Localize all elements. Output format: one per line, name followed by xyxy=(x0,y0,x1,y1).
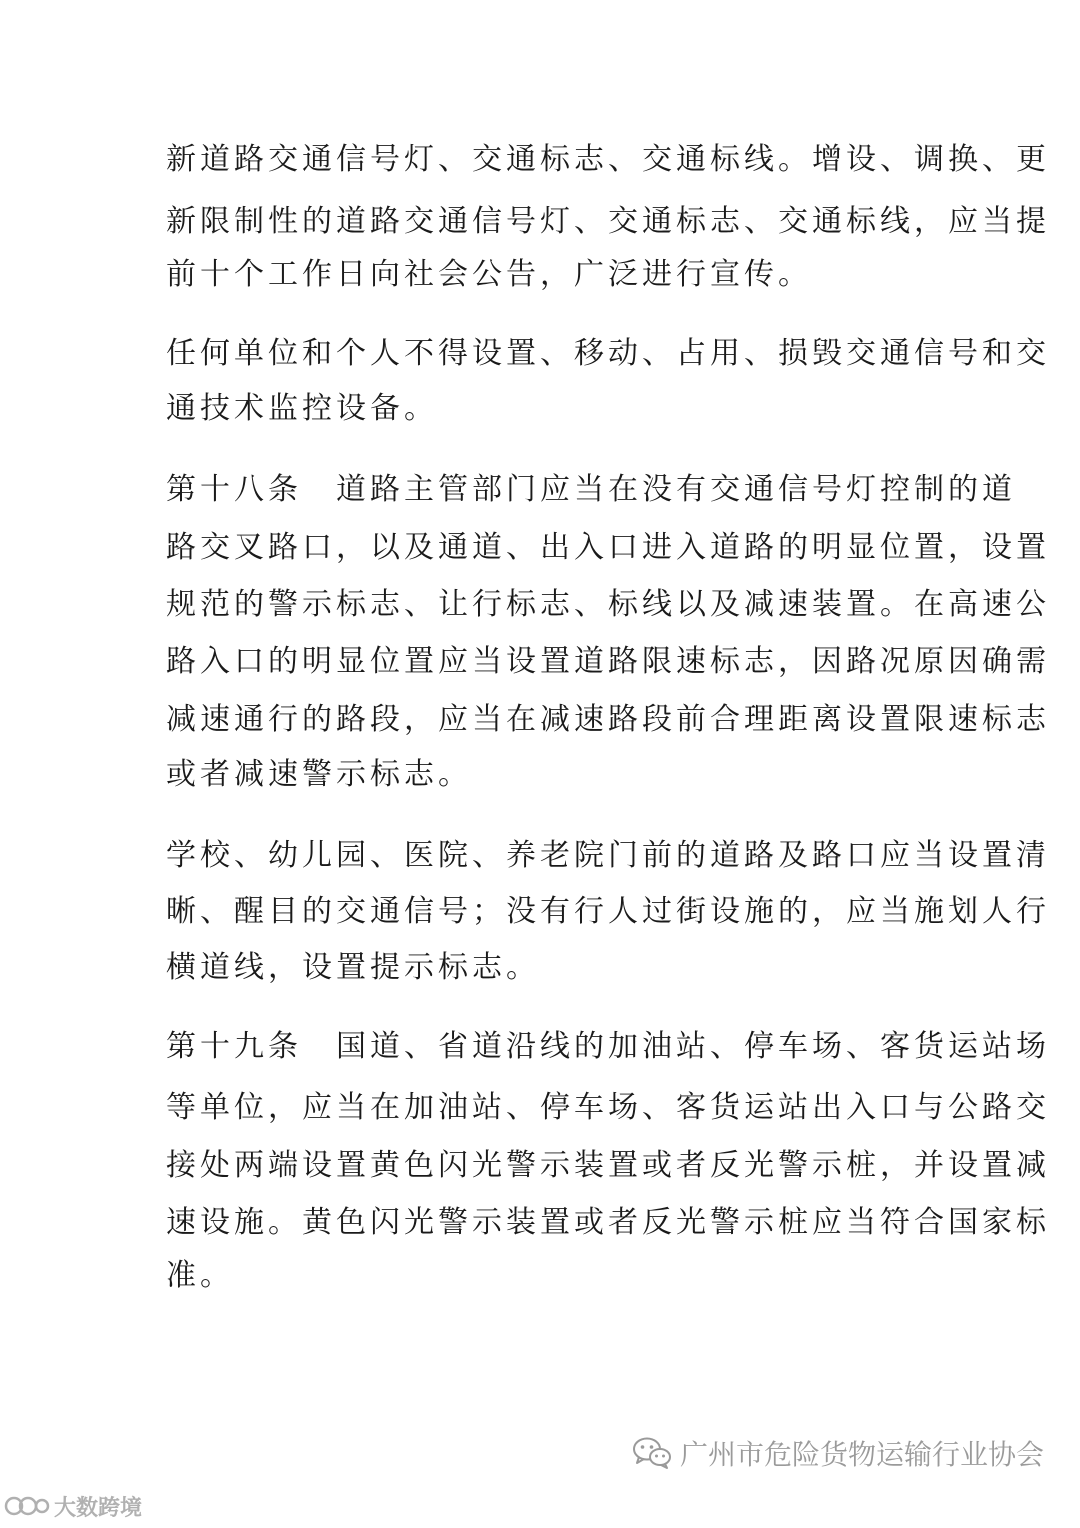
paragraph-line: 等单位，应当在加油站、停车场、客货运站出入口与公路交 xyxy=(166,1090,1050,1125)
paragraph-line: 新限制性的道路交通信号灯、交通标志、交通标线，应当提 xyxy=(166,204,1050,239)
article-18-heading-line: 第十八条 道路主管部门应当在没有交通信号灯控制的道 xyxy=(166,472,1016,507)
wechat-icon xyxy=(632,1436,672,1470)
paragraph-line: 接处两端设置黄色闪光警示装置或者反光警示桩，并设置减 xyxy=(166,1148,1050,1183)
paragraph-line: 减速通行的路段，应当在减速路段前合理距离设置限速标志 xyxy=(166,702,1050,737)
paragraph-line: 准。 xyxy=(166,1258,234,1293)
paragraph-line: 速设施。黄色闪光警示装置或者反光警示桩应当符合国家标 xyxy=(166,1205,1050,1240)
wechat-watermark xyxy=(632,1432,1044,1474)
paragraph-line: 新道路交通信号灯、交通标志、交通标线。增设、调换、更 xyxy=(166,142,1050,177)
paragraph-line: 路交叉路口，以及通道、出入口进入道路的明显位置，设置 xyxy=(166,530,1050,565)
paragraph-line: 前十个工作日向社会公告，广泛进行宣传。 xyxy=(166,257,812,292)
paragraph-line: 晰、醒目的交通信号；没有行人过街设施的，应当施划人行 xyxy=(166,894,1050,929)
article-19-heading-line: 第十九条 国道、省道沿线的加油站、停车场、客货运站场 xyxy=(166,1029,1050,1064)
paragraph-line: 任何单位和个人不得设置、移动、占用、损毁交通信号和交 xyxy=(166,336,1050,371)
paragraph-line: 通技术监控设备。 xyxy=(166,391,438,426)
wechat-account-name: 广州市危险货物运输行业协会 xyxy=(679,1438,1044,1471)
paragraph-line: 路入口的明显位置应当设置道路限速标志，因路况原因确需 xyxy=(166,644,1050,679)
paragraph-line: 规范的警示标志、让行标志、标线以及减速装置。在高速公 xyxy=(166,587,1050,622)
paragraph-line: 学校、幼儿园、医院、养老院门前的道路及路口应当设置清 xyxy=(166,838,1050,873)
site-watermark-text: 大数跨境 xyxy=(54,1495,143,1521)
site-watermark xyxy=(4,1490,142,1522)
logo-icon xyxy=(4,1492,50,1520)
paragraph-line: 或者减速警示标志。 xyxy=(166,757,472,792)
paragraph-line: 横道线，设置提示标志。 xyxy=(166,950,540,985)
